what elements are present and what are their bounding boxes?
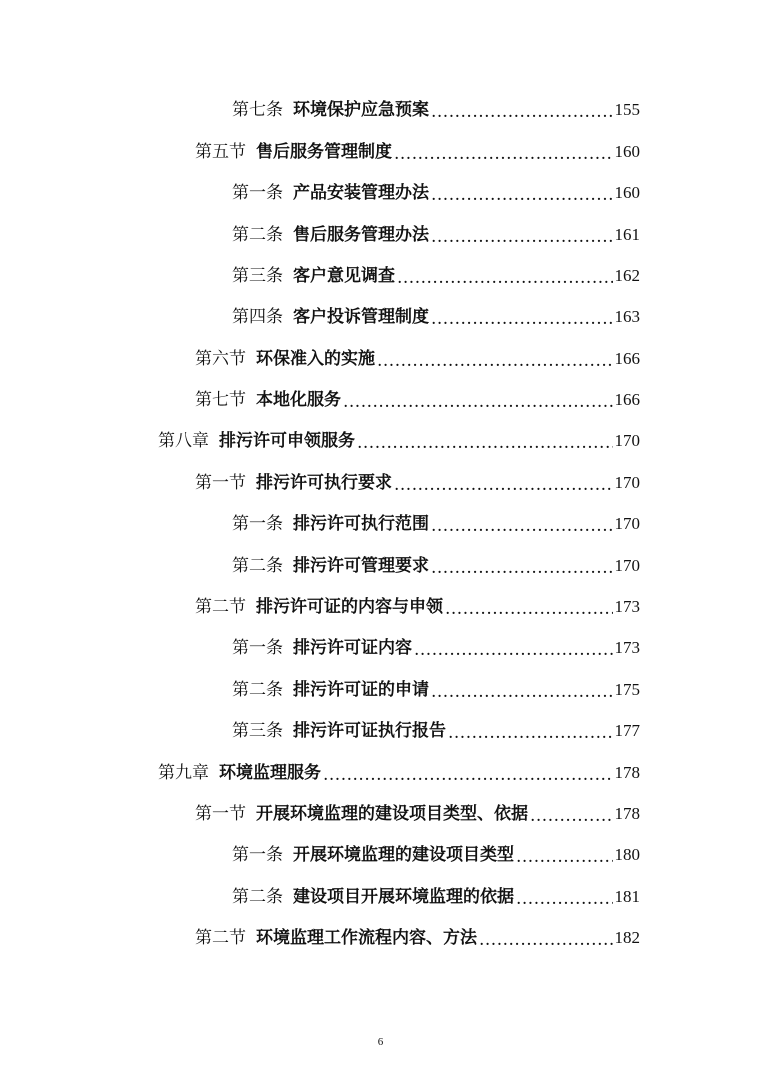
toc-leader-dots: [377, 346, 613, 376]
toc-entry-number: 第一条: [232, 638, 283, 658]
toc-entry-title: 环境保护应急预案: [293, 100, 429, 120]
toc-entry-page: 160: [614, 142, 640, 161]
toc-entry-page: 170: [614, 431, 640, 450]
toc-entry-title: 排污许可证执行报告: [293, 721, 446, 741]
toc-entry-title: 售后服务管理办法: [293, 225, 429, 245]
toc-entry-page: 155: [614, 100, 640, 119]
toc-entry-number: 第一条: [232, 845, 283, 865]
toc-leader-dots: [516, 842, 613, 872]
page-number: 6: [377, 1036, 384, 1048]
toc-entry[interactable]: [232, 302, 640, 332]
toc-leader-dots: [479, 925, 613, 955]
toc-leader-dots: [394, 470, 613, 500]
toc-entry-number: 第五节: [195, 142, 246, 162]
toc-entry[interactable]: [195, 385, 640, 415]
toc-entry-number: 第八章: [158, 431, 209, 451]
toc-entry[interactable]: [195, 592, 640, 622]
toc-leader-dots: [431, 553, 613, 583]
toc-entry-number: 第七条: [232, 100, 283, 120]
toc-entry-title: 排污许可证的内容与申领: [256, 597, 443, 617]
toc-leader-dots: [431, 304, 613, 334]
toc-entry-title: 产品安装管理办法: [293, 183, 429, 203]
toc-entry-page: 178: [614, 804, 640, 823]
toc-leader-dots: [397, 263, 613, 293]
toc-entry[interactable]: [195, 799, 640, 829]
toc-entry-number: 第二条: [232, 887, 283, 907]
toc-entry-number: 第一节: [195, 804, 246, 824]
toc-entry-page: 162: [614, 266, 640, 285]
toc-entry-number: 第一节: [195, 473, 246, 493]
toc-leader-dots: [431, 180, 613, 210]
toc-leader-dots: [516, 884, 613, 914]
toc-entry-page: 181: [614, 887, 640, 906]
toc-entry-page: 163: [614, 307, 640, 326]
toc-entry-page: 177: [614, 721, 640, 740]
toc-entry-page: 166: [614, 349, 640, 368]
toc-leader-dots: [357, 428, 613, 458]
toc-entry-number: 第七节: [195, 390, 246, 410]
toc-entry[interactable]: [195, 344, 640, 374]
toc-leader-dots: [445, 594, 613, 624]
toc-entry-title: 开展环境监理的建设项目类型、依据: [256, 804, 528, 824]
toc-entry-number: 第三条: [232, 266, 283, 286]
toc-entry-title: 售后服务管理制度: [256, 142, 392, 162]
toc-entry-page: 166: [614, 390, 640, 409]
toc-leader-dots: [323, 760, 613, 790]
toc-entry-title: 开展环境监理的建设项目类型: [293, 845, 514, 865]
toc-leader-dots: [394, 139, 613, 169]
toc-entry[interactable]: [232, 220, 640, 250]
toc-entry-number: 第三条: [232, 721, 283, 741]
toc-entry[interactable]: [158, 758, 640, 788]
toc-entry[interactable]: [232, 261, 640, 291]
toc-entry-number: 第九章: [158, 763, 209, 783]
toc-entry[interactable]: [232, 551, 640, 581]
toc-entry[interactable]: [158, 426, 640, 456]
toc-leader-dots: [431, 97, 613, 127]
toc-leader-dots: [431, 511, 613, 541]
toc-entry-title: 环境监理服务: [219, 763, 321, 783]
toc-entry[interactable]: [195, 468, 640, 498]
toc-entry[interactable]: [232, 675, 640, 705]
toc-entry[interactable]: [232, 882, 640, 912]
toc-entry[interactable]: [232, 840, 640, 870]
toc-entry-title: 排污许可证内容: [293, 638, 412, 658]
toc-entry-number: 第四条: [232, 307, 283, 327]
toc-entry-title: 排污许可证的申请: [293, 680, 429, 700]
toc-entry-title: 环保准入的实施: [256, 349, 375, 369]
toc-entry-page: 161: [614, 225, 640, 244]
toc-leader-dots: [414, 635, 613, 665]
toc-entry[interactable]: [195, 137, 640, 167]
toc-entry-number: 第二条: [232, 680, 283, 700]
toc-entry-page: 160: [614, 183, 640, 202]
toc-entry-number: 第二节: [195, 928, 246, 948]
toc-leader-dots: [448, 718, 613, 748]
toc-leader-dots: [530, 801, 613, 831]
toc-entry-number: 第一条: [232, 514, 283, 534]
toc-leader-dots: [343, 387, 613, 417]
toc-entry[interactable]: [232, 178, 640, 208]
toc-entry-page: 178: [614, 763, 640, 782]
toc-entry-page: 170: [614, 556, 640, 575]
toc-entry[interactable]: [232, 716, 640, 746]
toc-entry-title: 客户意见调查: [293, 266, 395, 286]
toc-entry-number: 第六节: [195, 349, 246, 369]
toc-entry-page: 173: [614, 597, 640, 616]
toc-entry-title: 排污许可执行范围: [293, 514, 429, 534]
toc-entry-page: 180: [614, 845, 640, 864]
toc-entry[interactable]: [232, 633, 640, 663]
toc-entry[interactable]: [232, 509, 640, 539]
toc-entry-page: 175: [614, 680, 640, 699]
toc-entry-page: 173: [614, 638, 640, 657]
toc-entry-title: 建设项目开展环境监理的依据: [293, 887, 514, 907]
toc-leader-dots: [431, 222, 613, 252]
toc-entry[interactable]: [195, 923, 640, 953]
toc-entry-title: 环境监理工作流程内容、方法: [256, 928, 477, 948]
toc-entry[interactable]: [232, 95, 640, 125]
toc-entry-page: 170: [614, 514, 640, 533]
toc-entry-title: 客户投诉管理制度: [293, 307, 429, 327]
toc-entry-number: 第二条: [232, 556, 283, 576]
toc-entry-title: 排污许可申领服务: [219, 431, 355, 451]
toc-entry-title: 排污许可执行要求: [256, 473, 392, 493]
toc-entry-page: 182: [614, 928, 640, 947]
toc-entry-number: 第一条: [232, 183, 283, 203]
toc-leader-dots: [431, 677, 613, 707]
toc-entry-number: 第二节: [195, 597, 246, 617]
toc-entry-page: 170: [614, 473, 640, 492]
toc-entry-title: 排污许可管理要求: [293, 556, 429, 576]
toc-entry-number: 第二条: [232, 225, 283, 245]
toc-entry-title: 本地化服务: [256, 390, 341, 410]
